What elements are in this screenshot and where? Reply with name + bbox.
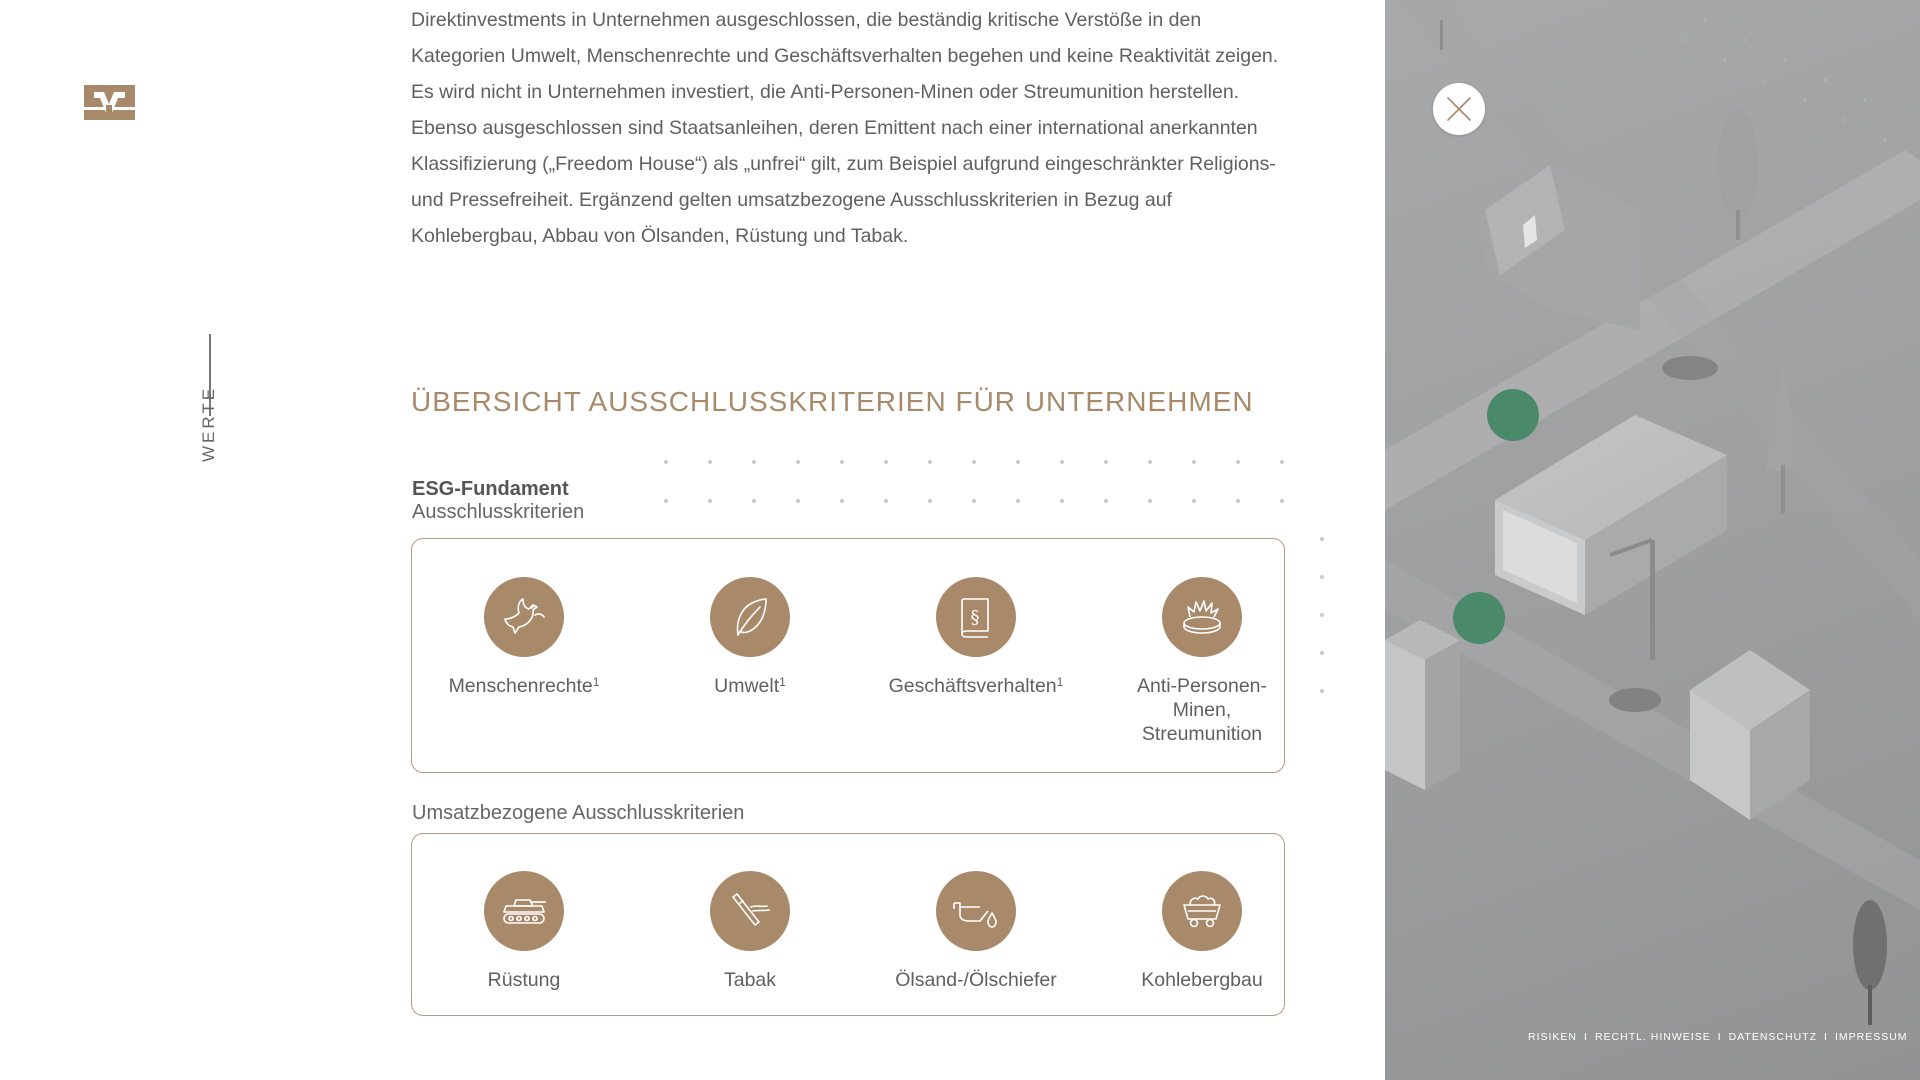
footer-link-rechtl-hinweise[interactable]: RECHTL. HINWEISE	[1594, 1031, 1711, 1043]
criterion-ruestung	[414, 871, 634, 992]
intro-line: Kategorien Umwelt, Menschenrechte und Geschäftsverhalten begehen und keine Reaktivität zeigen.	[411, 45, 1279, 67]
intro-line: Es wird nicht in Unternehmen investiert, die Anti-Personen-Minen oder Streumunition herstellen.	[411, 81, 1240, 103]
svg-text:§: §	[970, 607, 980, 628]
footer-separator: I	[1584, 1031, 1588, 1043]
dove-icon	[484, 577, 564, 657]
footer-nav	[1528, 1031, 1908, 1043]
revenue-group-heading: Umsatzbezogene Ausschlusskriterien	[412, 802, 745, 824]
criterion-menschenrechte	[414, 577, 634, 698]
criterion-label: Umwelt$^1$	[714, 675, 786, 697]
leaf-icon	[710, 577, 790, 657]
close-button[interactable]	[1433, 83, 1485, 135]
intro-text	[411, 2, 1301, 254]
criterion-label: Rüstung	[487, 969, 561, 991]
close-icon	[1445, 95, 1473, 123]
cigarette-icon	[710, 871, 790, 951]
footer-separator: I	[1824, 1031, 1828, 1043]
side-label: WERTE	[199, 385, 218, 462]
mine-icon	[1162, 577, 1242, 657]
criterion-geschaeftsverhalten	[866, 577, 1086, 698]
tank-icon	[484, 871, 564, 951]
footer-link-impressum[interactable]: IMPRESSUM	[1834, 1031, 1908, 1043]
criterion-oelsand	[866, 871, 1086, 992]
footer-separator: I	[1717, 1031, 1722, 1043]
city-scene	[1385, 0, 1920, 1080]
criterion-label: Geschäftsverhalten$^1$	[888, 675, 1064, 697]
criterion-label: Ölsand-/Ölschiefer	[895, 969, 1057, 991]
criterion-umwelt	[640, 577, 860, 698]
intro-line: und Pressefreiheit. Ergänzend gelten umsatzbezogene Ausschlusskriterien in Bezug auf	[411, 189, 1172, 211]
criterion-tabak	[640, 871, 860, 992]
law-book-icon	[936, 577, 1016, 657]
coal-cart-icon	[1162, 871, 1242, 951]
revenue-criteria-panel	[411, 833, 1285, 1016]
criterion-label: Kohlebergbau	[1141, 969, 1263, 991]
intro-line: Ebenso ausgeschlossen sind Staatsanleihen, deren Emittent nach einer international anerkannten	[411, 117, 1258, 139]
esg-criteria-panel	[411, 538, 1285, 773]
oil-icon	[936, 871, 1016, 951]
esg-group-heading	[412, 478, 584, 524]
footer-link-risiken[interactable]: RISIKEN	[1528, 1031, 1578, 1043]
esg-subtitle: Ausschlusskriterien	[412, 501, 585, 523]
esg-title: ESG-Fundament	[412, 478, 569, 500]
footer-link-datenschutz[interactable]: DATENSCHUTZ	[1728, 1031, 1818, 1043]
criterion-label: Tabak	[723, 969, 777, 991]
intro-line: Kohlebergbau, Abbau von Ölsanden, Rüstung und Tabak.	[411, 225, 909, 247]
intro-line: Klassifizierung („Freedom House“) als „unfrei“ gilt, zum Beispiel aufgrund eingeschränkter Religions-	[411, 153, 1276, 175]
criterion-label: Menschenrechte$^1$	[448, 675, 600, 697]
intro-line: Direktinvestments in Unternehmen ausgeschlossen, die beständig kritische Verstöße in den	[411, 9, 1202, 31]
criterion-anti-personen-minen	[1092, 577, 1312, 746]
criterion-kohlebergbau	[1092, 871, 1312, 992]
criterion-label: Anti-Personen- Minen, Streumunition	[1136, 675, 1268, 745]
brand-logo[interactable]	[84, 85, 135, 120]
isometric-city-illustration	[1385, 0, 1920, 1080]
section-title: ÜBERSICHT AUSSCHLUSSKRITERIEN FÜR UNTERNEHMEN	[411, 386, 1254, 417]
